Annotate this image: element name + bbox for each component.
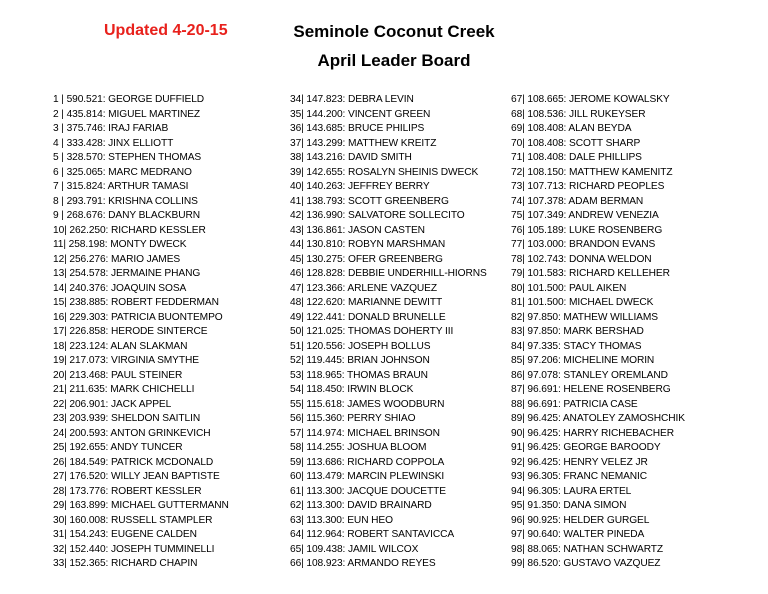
leaderboard-row: 85| 97.206: MICHELINE MORIN xyxy=(511,355,655,366)
leaderboard-row: 71| 108.408: DALE PHILLIPS xyxy=(511,152,642,163)
leaderboard-row: 13| 254.578: JERMAINE PHANG xyxy=(53,268,201,279)
leaderboard-row: 9 | 268.676: DANY BLACKBURN xyxy=(53,210,200,221)
leaderboard-row: 42| 136.990: SALVATORE SOLLECITO xyxy=(290,210,465,221)
leaderboard-row: 21| 211.635: MARK CHICHELLI xyxy=(53,384,195,395)
leaderboard-row: 25| 192.655: ANDY TUNCER xyxy=(53,442,183,453)
leaderboard-row: 7 | 315.824: ARTHUR TAMASI xyxy=(53,181,189,192)
updated-date: Updated 4-20-15 xyxy=(104,22,228,39)
leaderboard-row: 97| 90.640: WALTER PINEDA xyxy=(511,529,645,540)
leaderboard-row: 61| 113.300: JACQUE DOUCETTE xyxy=(290,485,446,497)
page-title: Seminole Coconut Creek xyxy=(293,22,495,41)
leaderboard-row: 5 | 328.570: STEPHEN THOMAS xyxy=(53,152,202,163)
leaderboard-row: 72| 108.150: MATTHEW KAMENITZ xyxy=(511,166,673,178)
leaderboard-row: 99| 86.520: GUSTAVO VAZQUEZ xyxy=(511,558,661,569)
leaderboard-row: 12| 256.276: MARIO JAMES xyxy=(53,253,181,265)
leaderboard-row: 96| 90.925: HELDER GURGEL xyxy=(511,514,650,526)
leaderboard-row: 69| 108.408: ALAN BEYDA xyxy=(511,123,632,134)
leaderboard-row: 48| 122.620: MARIANNE DEWITT xyxy=(290,297,443,308)
leaderboard-row: 24| 200.593: ANTON GRINKEVICH xyxy=(53,427,211,439)
leaderboard-row: 64| 112.964: ROBERT SANTAVICCA xyxy=(290,529,455,540)
leaderboard-row: 56| 115.360: PERRY SHIAO xyxy=(290,413,416,424)
leaderboard-row: 17| 226.858: HERODE SINTERCE xyxy=(53,326,208,337)
leaderboard-row: 15| 238.885: ROBERT FEDDERMAN xyxy=(53,297,219,308)
leaderboard-row: 83| 97.850: MARK BERSHAD xyxy=(511,326,644,337)
leaderboard-row: 23| 203.939: SHELDON SAITLIN xyxy=(53,413,201,424)
leaderboard-row: 50| 121.025: THOMAS DOHERTY III xyxy=(290,326,454,337)
leaderboard-row: 91| 96.425: GEORGE BAROODY xyxy=(511,442,661,453)
leaderboard-row: 31| 154.243: EUGENE CALDEN xyxy=(53,529,197,540)
leaderboard-row: 33| 152.365: RICHARD CHAPIN xyxy=(53,558,198,569)
leaderboard-row: 20| 213.468: PAUL STEINER xyxy=(53,369,183,381)
leaderboard-row: 89| 96.425: ANATOLEY ZAMOSHCHIK xyxy=(511,413,685,424)
leaderboard-row: 62| 113.300: DAVID BRAINARD xyxy=(290,500,432,511)
leaderboard-row: 6 | 325.065: MARC MEDRANO xyxy=(53,166,192,178)
leaderboard-row: 90| 96.425: HARRY RICHEBACHER xyxy=(511,427,675,439)
leaderboard-row: 36| 143.685: BRUCE PHILIPS xyxy=(290,123,425,134)
leaderboard-row: 47| 123.366: ARLENE VAZQUEZ xyxy=(290,282,437,294)
leaderboard-row: 78| 102.743: DONNA WELDON xyxy=(511,253,652,265)
leaderboard-row: 68| 108.536: JILL RUKEYSER xyxy=(511,108,646,120)
page-subtitle: April Leader Board xyxy=(317,51,471,70)
leaderboard-row: 94| 96.305: LAURA ERTEL xyxy=(511,485,632,497)
leaderboard-row: 26| 184.549: PATRICK MCDONALD xyxy=(53,456,214,468)
leaderboard-row: 27| 176.520: WILLY JEAN BAPTISTE xyxy=(53,471,220,482)
leaderboard-row: 66| 108.923: ARMANDO REYES xyxy=(290,558,436,569)
leaderboard-row: 10| 262.250: RICHARD KESSLER xyxy=(53,224,206,236)
leaderboard-row: 81| 101.500: MICHAEL DWECK xyxy=(511,297,654,308)
leaderboard-row: 19| 217.073: VIRGINIA SMYTHE xyxy=(53,355,199,366)
leaderboard-row: 58| 114.255: JOSHUA BLOOM xyxy=(290,442,427,453)
leaderboard-row: 11| 258.198: MONTY DWECK xyxy=(53,239,187,250)
leaderboard-row: 38| 143.216: DAVID SMITH xyxy=(290,152,412,163)
leaderboard-row: 79| 101.583: RICHARD KELLEHER xyxy=(511,268,670,279)
leaderboard-row: 98| 88.065: NATHAN SCHWARTZ xyxy=(511,543,664,555)
leaderboard-column-3 xyxy=(511,93,736,572)
leaderboard-row: 63| 113.300: EUN HEO xyxy=(290,514,393,526)
leaderboard-row: 93| 96.305: FRANC NEMANIC xyxy=(511,471,648,482)
leaderboard-row: 74| 107.378: ADAM BERMAN xyxy=(511,195,644,207)
leaderboard-row: 3 | 375.746: IRAJ FARIAB xyxy=(53,123,169,134)
leaderboard-row: 76| 105.189: LUKE ROSENBERG xyxy=(511,224,663,236)
leaderboard-row: 67| 108.665: JEROME KOWALSKY xyxy=(511,94,670,105)
leaderboard-row: 45| 130.275: OFER GREENBERG xyxy=(290,253,443,265)
leaderboard-row: 70| 108.408: SCOTT SHARP xyxy=(511,137,641,149)
leaderboard-row: 16| 229.303: PATRICIA BUONTEMPO xyxy=(53,311,223,323)
leaderboard-row: 77| 103.000: BRANDON EVANS xyxy=(511,239,656,250)
leaderboard-row: 53| 118.965: THOMAS BRAUN xyxy=(290,369,428,381)
leaderboard-row: 43| 136.861: JASON CASTEN xyxy=(290,224,425,236)
leaderboard-row: 84| 97.335: STACY THOMAS xyxy=(511,340,642,352)
leaderboard-row: 92| 96.425: HENRY VELEZ JR xyxy=(511,456,648,468)
leaderboard-row: 49| 122.441: DONALD BRUNELLE xyxy=(290,311,446,323)
leaderboard-row: 39| 142.655: ROSALYN SHEINIS DWECK xyxy=(290,166,479,178)
leaderboard-row: 86| 97.078: STANLEY OREMLAND xyxy=(511,369,668,381)
leaderboard-row: 59| 113.686: RICHARD COPPOLA xyxy=(290,456,445,468)
leaderboard-row: 65| 109.438: JAMIL WILCOX xyxy=(290,543,419,555)
leaderboard-row: 57| 114.974: MICHAEL BRINSON xyxy=(290,427,440,439)
leaderboard-row: 40| 140.263: JEFFREY BERRY xyxy=(290,181,430,192)
leaderboard-row: 35| 144.200: VINCENT GREEN xyxy=(290,108,431,120)
leaderboard-row: 18| 223.124: ALAN SLAKMAN xyxy=(53,340,188,352)
leaderboard-row: 88| 96.691: PATRICIA CASE xyxy=(511,398,638,410)
leaderboard-row: 2 | 435.814: MIGUEL MARTINEZ xyxy=(53,108,201,120)
leaderboard-row: 52| 119.445: BRIAN JOHNSON xyxy=(290,355,430,366)
leaderboard-row: 46| 128.828: DEBBIE UNDERHILL-HIORNS xyxy=(290,268,487,279)
leaderboard-column-2 xyxy=(290,93,515,572)
leaderboard-row: 28| 173.776: ROBERT KESSLER xyxy=(53,485,202,497)
leaderboard-column-1 xyxy=(53,93,278,572)
leaderboard-row: 87| 96.691: HELENE ROSENBERG xyxy=(511,384,671,395)
leaderboard-row: 30| 160.008: RUSSELL STAMPLER xyxy=(53,514,213,526)
leaderboard-row: 37| 143.299: MATTHEW KREITZ xyxy=(290,137,437,149)
leaderboard-row: 51| 120.556: JOSEPH BOLLUS xyxy=(290,340,431,352)
leaderboard-row: 44| 130.810: ROBYN MARSHMAN xyxy=(290,239,446,250)
leaderboard-row: 82| 97.850: MATHEW WILLIAMS xyxy=(511,311,658,323)
leaderboard-row: 14| 240.376: JOAQUIN SOSA xyxy=(53,282,187,294)
leaderboard-row: 73| 107.713: RICHARD PEOPLES xyxy=(511,181,665,192)
leaderboard-row: 34| 147.823: DEBRA LEVIN xyxy=(290,94,414,105)
leaderboard-row: 55| 115.618: JAMES WOODBURN xyxy=(290,398,445,410)
leaderboard-row: 54| 118.450: IRWIN BLOCK xyxy=(290,384,414,395)
leaderboard-row: 80| 101.500: PAUL AIKEN xyxy=(511,282,627,294)
leaderboard-row: 4 | 333.428: JINX ELLIOTT xyxy=(53,137,174,149)
leaderboard-row: 95| 91.350: DANA SIMON xyxy=(511,500,627,511)
leaderboard-row: 8 | 293.791: KRISHNA COLLINS xyxy=(53,195,198,207)
leaderboard-row: 60| 113.479: MARCIN PLEWINSKI xyxy=(290,471,445,482)
leaderboard-row: 75| 107.349: ANDREW VENEZIA xyxy=(511,210,659,221)
leaderboard-row: 29| 163.899: MICHAEL GUTTERMANN xyxy=(53,500,229,511)
leaderboard-row: 41| 138.793: SCOTT GREENBERG xyxy=(290,195,449,207)
leaderboard-row: 32| 152.440: JOSEPH TUMMINELLI xyxy=(53,543,215,555)
leaderboard-row: 22| 206.901: JACK APPEL xyxy=(53,398,172,410)
leaderboard-row: 1 | 590.521: GEORGE DUFFIELD xyxy=(53,94,205,105)
